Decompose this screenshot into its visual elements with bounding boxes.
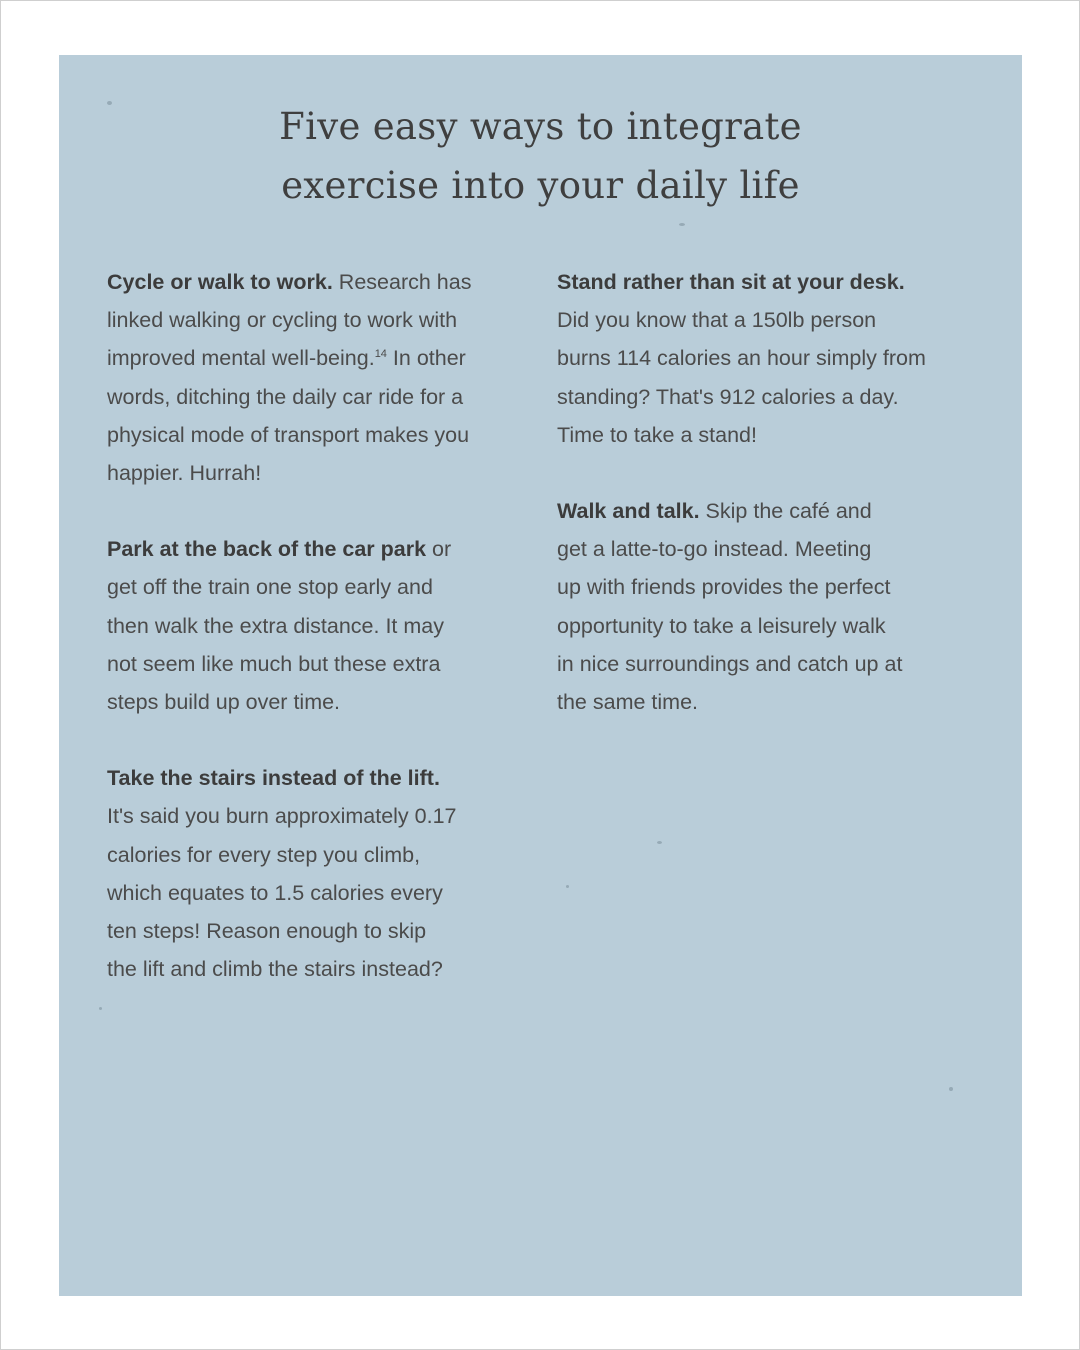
tip-heading: Walk and talk. [557, 499, 700, 524]
tip-line: happier. Hurrah! [107, 461, 262, 486]
tip-stairs [107, 759, 537, 988]
content-card [59, 55, 1022, 1296]
tip-line: the same time. [557, 690, 698, 715]
title-line-1: Five easy ways to integrate [279, 105, 802, 148]
tip-heading: Cycle or walk to work. [107, 270, 333, 294]
paper-speck [657, 841, 662, 844]
tip-line: the lift and climb the stairs instead? [107, 957, 443, 982]
tip-line: Did you know that a 150lb person [557, 308, 877, 333]
tip-text: In other [386, 346, 466, 371]
left-column [107, 263, 537, 1026]
paper-speck [566, 885, 569, 888]
tip-line: physical mode of transport makes you [107, 422, 470, 447]
tip-line: not seem like much but these extra [107, 651, 441, 676]
tip-line: get off the train one stop early and [107, 575, 433, 600]
tip-line: then walk the extra distance. It may [107, 613, 444, 638]
tip-heading: Take the stairs instead of the lift. [107, 766, 440, 791]
tip-line: standing? That's 912 calories a day. [557, 384, 899, 409]
tip-line: burns 114 calories an hour simply from [557, 346, 926, 371]
tip-line: linked walking or cycling to work with [107, 308, 458, 333]
tip-line [557, 492, 997, 530]
tip-walk [557, 492, 997, 721]
tip-heading: Stand rather than sit at your desk. [557, 270, 905, 294]
tip-line: words, ditching the daily car ride for a [107, 384, 464, 409]
tip-stand [557, 263, 997, 454]
tip-heading: Park at the back of the car park [107, 537, 427, 562]
tip-text: improved mental well-being. [107, 346, 375, 371]
tip-line: calories for every step you climb, [107, 842, 421, 867]
tip-line: It's said you burn approximately 0.17 [107, 804, 457, 829]
paper-speck [679, 223, 685, 226]
tip-line: up with friends provides the perfect [557, 575, 891, 600]
tip-cycle [107, 263, 537, 492]
footnote-marker: 14 [374, 348, 387, 361]
tip-text: Research has [332, 270, 472, 294]
title-line-2: exercise into your daily life [281, 164, 800, 207]
paper-speck [99, 1007, 102, 1010]
tip-line: get a latte-to-go instead. Meeting [557, 537, 872, 562]
tip-line: ten steps! Reason enough to skip [107, 919, 427, 944]
tip-text: Skip the café and [699, 499, 872, 524]
tip-line [107, 530, 537, 568]
page-title [59, 97, 1022, 215]
tip-park [107, 530, 537, 721]
tip-line [107, 339, 537, 377]
right-column [557, 263, 997, 759]
tip-line [107, 263, 537, 301]
paper-speck [949, 1087, 953, 1091]
tip-line: Time to take a stand! [557, 422, 757, 447]
tip-line: in nice surroundings and catch up at [557, 651, 903, 676]
tip-text: or [426, 537, 452, 562]
tip-line: steps build up over time. [107, 690, 341, 715]
tip-line: which equates to 1.5 calories every [107, 880, 443, 905]
tip-line: opportunity to take a leisurely walk [557, 613, 886, 638]
